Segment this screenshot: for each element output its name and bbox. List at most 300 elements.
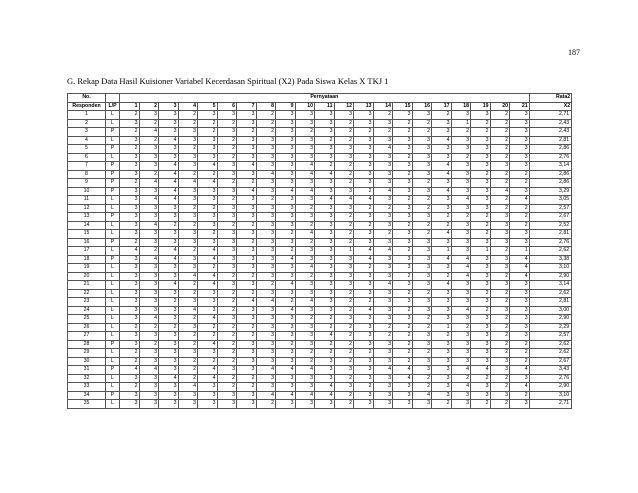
score-cell: 2 [393, 323, 413, 332]
score-cell: 2 [217, 136, 237, 145]
score-cell: 3 [237, 306, 257, 315]
score-cell: 2 [217, 332, 237, 341]
table-row [68, 400, 572, 409]
score-cell: 3 [159, 238, 179, 247]
score-cell: 3 [334, 281, 354, 290]
col-item-header-8: 8 [256, 102, 276, 111]
score-cell: 3 [451, 349, 471, 358]
score-cell: 4 [295, 264, 315, 273]
score-cell: 4 [276, 281, 296, 290]
score-cell: 3 [471, 196, 491, 205]
col-pernyataan-header: Pernyataan [120, 94, 530, 103]
score-cell: 2 [256, 111, 276, 120]
score-cell: 4 [159, 170, 179, 179]
score-cell: 3 [354, 145, 374, 154]
score-cell: 3 [373, 357, 393, 366]
score-cell: 2 [490, 128, 510, 137]
score-cell: 3 [256, 153, 276, 162]
respondent-number: 33 [68, 383, 106, 392]
table-row [68, 230, 572, 239]
score-cell: 2 [120, 357, 140, 366]
col-item-header-21: 21 [510, 102, 530, 111]
gender-cell: L [106, 315, 120, 324]
score-cell: 3 [373, 238, 393, 247]
score-cell: 2 [276, 298, 296, 307]
score-cell: 3 [159, 264, 179, 273]
score-cell: 2 [432, 272, 452, 281]
score-cell: 2 [295, 221, 315, 230]
score-cell: 3 [354, 162, 374, 171]
score-cell: 3 [490, 238, 510, 247]
score-cell: 3 [315, 400, 335, 409]
score-cell: 4 [256, 298, 276, 307]
score-cell: 2 [490, 332, 510, 341]
score-cell: 2 [334, 179, 354, 188]
score-cell: 2 [451, 153, 471, 162]
score-cell: 2 [217, 196, 237, 205]
score-cell: 3 [120, 196, 140, 205]
score-cell: 4 [139, 221, 159, 230]
x2-average-cell: 2,67 [529, 213, 572, 222]
score-cell: 2 [432, 111, 452, 120]
score-cell: 3 [471, 111, 491, 120]
page-number: 187 [568, 48, 580, 57]
score-cell: 3 [237, 111, 257, 120]
score-cell: 4 [159, 247, 179, 256]
score-cell: 4 [451, 383, 471, 392]
score-cell: 2 [334, 136, 354, 145]
score-cell: 3 [354, 391, 374, 400]
score-cell: 2 [237, 323, 257, 332]
score-cell: 4 [471, 366, 491, 375]
score-cell: 3 [451, 400, 471, 409]
score-cell: 2 [237, 221, 257, 230]
respondent-number: 3 [68, 128, 106, 137]
table-row [68, 111, 572, 120]
score-cell: 3 [451, 315, 471, 324]
score-cell: 2 [490, 145, 510, 154]
respondent-number: 21 [68, 281, 106, 290]
col-item-header-13: 13 [354, 102, 374, 111]
score-cell: 3 [510, 332, 530, 341]
score-cell: 2 [510, 179, 530, 188]
score-cell: 3 [393, 315, 413, 324]
score-cell: 2 [490, 272, 510, 281]
score-cell: 2 [334, 128, 354, 137]
score-cell: 4 [159, 162, 179, 171]
score-cell: 4 [432, 136, 452, 145]
score-cell: 2 [276, 230, 296, 239]
score-cell: 3 [217, 162, 237, 171]
gender-cell: P [106, 391, 120, 400]
score-cell: 3 [471, 136, 491, 145]
score-cell: 3 [295, 179, 315, 188]
x2-average-cell: 2,86 [529, 170, 572, 179]
score-cell: 2 [373, 128, 393, 137]
score-cell: 2 [159, 221, 179, 230]
score-cell: 3 [373, 298, 393, 307]
score-cell: 3 [471, 391, 491, 400]
score-cell: 2 [393, 153, 413, 162]
respondent-number: 15 [68, 230, 106, 239]
col-responden-header: Responden [68, 102, 106, 111]
score-cell: 2 [217, 289, 237, 298]
x2-average-cell: 2,81 [529, 230, 572, 239]
score-cell: 4 [432, 187, 452, 196]
score-cell: 3 [451, 221, 471, 230]
score-cell: 3 [373, 153, 393, 162]
score-cell: 2 [334, 238, 354, 247]
score-cell: 2 [490, 289, 510, 298]
score-cell: 3 [256, 332, 276, 341]
score-cell: 3 [120, 374, 140, 383]
score-cell: 2 [315, 315, 335, 324]
score-cell: 3 [295, 145, 315, 154]
score-cell: 3 [159, 153, 179, 162]
score-cell: 2 [510, 204, 530, 213]
score-cell: 3 [471, 255, 491, 264]
score-cell: 2 [139, 136, 159, 145]
score-cell: 3 [198, 145, 218, 154]
score-cell: 3 [510, 153, 530, 162]
score-cell: 3 [315, 179, 335, 188]
score-cell: 2 [432, 332, 452, 341]
respondent-number: 8 [68, 170, 106, 179]
score-cell: 3 [159, 289, 179, 298]
score-cell: 2 [120, 383, 140, 392]
score-cell: 3 [178, 298, 198, 307]
x2-average-cell: 2,76 [529, 374, 572, 383]
score-cell: 4 [432, 255, 452, 264]
respondent-number: 5 [68, 145, 106, 154]
score-cell: 3 [393, 179, 413, 188]
score-cell: 2 [471, 400, 491, 409]
score-cell: 3 [120, 204, 140, 213]
table-row [68, 315, 572, 324]
score-cell: 2 [295, 315, 315, 324]
score-cell: 3 [178, 230, 198, 239]
score-cell: 3 [373, 349, 393, 358]
score-cell: 3 [451, 204, 471, 213]
score-cell: 3 [451, 247, 471, 256]
respondent-number: 2 [68, 119, 106, 128]
score-cell: 2 [373, 204, 393, 213]
score-cell: 3 [139, 204, 159, 213]
score-cell: 2 [237, 272, 257, 281]
gender-cell: L [106, 374, 120, 383]
score-cell: 3 [120, 213, 140, 222]
score-cell: 2 [354, 349, 374, 358]
score-cell: 2 [373, 230, 393, 239]
score-cell: 3 [217, 281, 237, 290]
score-cell: 3 [237, 213, 257, 222]
score-cell: 3 [373, 340, 393, 349]
score-cell: 3 [412, 272, 432, 281]
score-cell: 3 [295, 306, 315, 315]
score-cell: 2 [315, 136, 335, 145]
score-cell: 2 [237, 238, 257, 247]
score-cell: 2 [334, 349, 354, 358]
score-cell: 3 [237, 400, 257, 409]
score-cell: 2 [178, 204, 198, 213]
respondent-number: 31 [68, 366, 106, 375]
score-cell: 3 [432, 349, 452, 358]
score-cell: 3 [178, 238, 198, 247]
score-cell: 3 [373, 196, 393, 205]
score-cell: 3 [139, 238, 159, 247]
score-cell: 3 [471, 204, 491, 213]
score-cell: 3 [334, 153, 354, 162]
score-cell: 3 [256, 264, 276, 273]
score-cell: 3 [237, 204, 257, 213]
score-cell: 2 [217, 153, 237, 162]
x2-average-cell: 2,52 [529, 221, 572, 230]
score-cell: 3 [490, 213, 510, 222]
score-cell: 3 [178, 391, 198, 400]
score-cell: 2 [120, 128, 140, 137]
score-cell: 2 [334, 170, 354, 179]
score-cell: 4 [120, 247, 140, 256]
score-cell: 4 [354, 255, 374, 264]
score-cell: 3 [373, 272, 393, 281]
score-cell: 2 [471, 374, 491, 383]
score-cell: 3 [139, 153, 159, 162]
score-cell: 3 [451, 179, 471, 188]
score-cell: 4 [198, 272, 218, 281]
score-cell: 2 [412, 221, 432, 230]
score-cell: 3 [295, 213, 315, 222]
score-cell: 2 [451, 128, 471, 137]
gender-cell: L [106, 230, 120, 239]
score-cell: 3 [315, 187, 335, 196]
score-cell: 3 [432, 374, 452, 383]
score-cell: 3 [139, 230, 159, 239]
score-cell: 3 [237, 136, 257, 145]
x2-average-cell: 2,71 [529, 400, 572, 409]
score-cell: 3 [276, 213, 296, 222]
respondent-number: 29 [68, 349, 106, 358]
score-cell: 3 [354, 281, 374, 290]
score-cell: 2 [490, 298, 510, 307]
score-cell: 3 [315, 264, 335, 273]
score-cell: 3 [451, 136, 471, 145]
score-cell: 2 [412, 119, 432, 128]
col-lp-header: L/P [106, 102, 120, 111]
score-cell: 3 [334, 315, 354, 324]
score-cell: 3 [217, 230, 237, 239]
score-cell: 3 [256, 383, 276, 392]
score-cell: 4 [139, 196, 159, 205]
score-cell: 3 [510, 136, 530, 145]
score-cell: 3 [256, 306, 276, 315]
score-cell: 2 [490, 153, 510, 162]
score-cell: 2 [451, 213, 471, 222]
score-cell: 1 [510, 247, 530, 256]
score-cell: 3 [120, 281, 140, 290]
score-cell: 3 [510, 281, 530, 290]
score-cell: 2 [412, 315, 432, 324]
score-cell: 2 [159, 298, 179, 307]
score-cell: 4 [315, 391, 335, 400]
score-cell: 4 [159, 255, 179, 264]
score-cell: 3 [373, 136, 393, 145]
score-cell: 3 [432, 145, 452, 154]
score-cell: 3 [120, 230, 140, 239]
score-cell: 3 [393, 264, 413, 273]
score-cell: 4 [139, 255, 159, 264]
score-cell: 4 [276, 187, 296, 196]
col-item-header-17: 17 [432, 102, 452, 111]
x2-average-cell: 3,14 [529, 162, 572, 171]
score-cell: 4 [198, 162, 218, 171]
score-cell: 3 [217, 391, 237, 400]
score-cell: 3 [432, 357, 452, 366]
score-cell: 3 [217, 238, 237, 247]
score-cell: 4 [432, 170, 452, 179]
col-item-header-5: 5 [198, 102, 218, 111]
score-cell: 3 [198, 187, 218, 196]
x2-average-cell: 2,62 [529, 289, 572, 298]
col-item-header-12: 12 [334, 102, 354, 111]
score-cell: 3 [295, 374, 315, 383]
score-cell: 3 [198, 153, 218, 162]
score-cell: 4 [295, 391, 315, 400]
score-cell: 3 [276, 264, 296, 273]
score-cell: 3 [256, 162, 276, 171]
score-cell: 2 [490, 119, 510, 128]
score-cell: 3 [256, 247, 276, 256]
score-cell: 3 [373, 162, 393, 171]
score-cell: 2 [334, 119, 354, 128]
score-cell: 3 [120, 340, 140, 349]
score-cell: 3 [178, 136, 198, 145]
score-cell: 3 [276, 272, 296, 281]
respondent-number: 14 [68, 221, 106, 230]
score-cell: 3 [237, 230, 257, 239]
score-cell: 3 [354, 230, 374, 239]
respondent-number: 1 [68, 111, 106, 120]
score-cell: 3 [295, 400, 315, 409]
score-cell: 3 [373, 383, 393, 392]
score-cell: 2 [393, 128, 413, 137]
score-cell: 2 [198, 264, 218, 273]
score-cell: 3 [393, 162, 413, 171]
score-cell: 3 [198, 349, 218, 358]
gender-cell: L [106, 332, 120, 341]
score-cell: 2 [354, 298, 374, 307]
score-cell: 4 [295, 187, 315, 196]
score-cell: 3 [510, 162, 530, 171]
score-cell: 4 [510, 255, 530, 264]
gender-cell: L [106, 400, 120, 409]
col-item-header-7: 7 [237, 102, 257, 111]
table-row [68, 170, 572, 179]
table-row [68, 366, 572, 375]
score-cell: 2 [237, 332, 257, 341]
score-cell: 3 [354, 170, 374, 179]
score-cell: 4 [178, 383, 198, 392]
score-cell: 3 [237, 196, 257, 205]
score-cell: 2 [510, 349, 530, 358]
score-cell: 3 [276, 332, 296, 341]
score-cell: 3 [295, 340, 315, 349]
score-cell: 2 [490, 111, 510, 120]
score-cell: 4 [178, 179, 198, 188]
score-cell: 3 [256, 255, 276, 264]
score-cell: 3 [393, 145, 413, 154]
score-cell: 1 [432, 323, 452, 332]
score-cell: 4 [237, 298, 257, 307]
gender-cell: L [106, 349, 120, 358]
score-cell: 2 [490, 400, 510, 409]
score-cell: 4 [159, 374, 179, 383]
score-cell: 4 [198, 281, 218, 290]
score-cell: 2 [354, 221, 374, 230]
header-row-2 [68, 102, 572, 111]
score-cell: 3 [120, 264, 140, 273]
score-cell: 2 [490, 383, 510, 392]
score-cell: 2 [490, 374, 510, 383]
score-cell: 3 [393, 383, 413, 392]
score-cell: 4 [334, 196, 354, 205]
score-cell: 4 [490, 187, 510, 196]
score-cell: 3 [315, 374, 335, 383]
score-cell: 2 [217, 221, 237, 230]
score-cell: 2 [178, 281, 198, 290]
score-cell: 2 [295, 357, 315, 366]
respondent-number: 32 [68, 374, 106, 383]
score-cell: 2 [178, 340, 198, 349]
score-cell: 3 [393, 187, 413, 196]
score-cell: 3 [295, 153, 315, 162]
score-cell: 3 [178, 187, 198, 196]
score-cell: 3 [139, 349, 159, 358]
score-cell: 2 [393, 119, 413, 128]
gender-cell: L [106, 357, 120, 366]
score-cell: 3 [490, 357, 510, 366]
score-cell: 2 [490, 136, 510, 145]
score-cell: 3 [120, 255, 140, 264]
score-cell: 3 [412, 255, 432, 264]
score-cell: 4 [451, 306, 471, 315]
score-cell: 2 [256, 196, 276, 205]
gender-cell: L [106, 306, 120, 315]
score-cell: 2 [178, 366, 198, 375]
score-cell: 4 [159, 179, 179, 188]
x2-average-cell: 2,43 [529, 128, 572, 137]
score-cell: 2 [178, 170, 198, 179]
score-cell: 2 [315, 323, 335, 332]
score-cell: 2 [334, 221, 354, 230]
score-cell: 2 [490, 179, 510, 188]
table-row [68, 383, 572, 392]
col-item-header-3: 3 [159, 102, 179, 111]
score-cell: 3 [432, 128, 452, 137]
score-cell: 4 [139, 179, 159, 188]
score-cell: 3 [120, 187, 140, 196]
score-cell: 2 [490, 196, 510, 205]
score-cell: 2 [295, 238, 315, 247]
score-cell: 2 [412, 204, 432, 213]
score-cell: 3 [198, 213, 218, 222]
score-cell: 2 [256, 400, 276, 409]
score-cell: 2 [393, 247, 413, 256]
score-cell: 3 [412, 187, 432, 196]
score-cell: 3 [471, 323, 491, 332]
score-cell: 3 [432, 119, 452, 128]
score-cell: 4 [432, 281, 452, 290]
score-cell: 2 [139, 170, 159, 179]
